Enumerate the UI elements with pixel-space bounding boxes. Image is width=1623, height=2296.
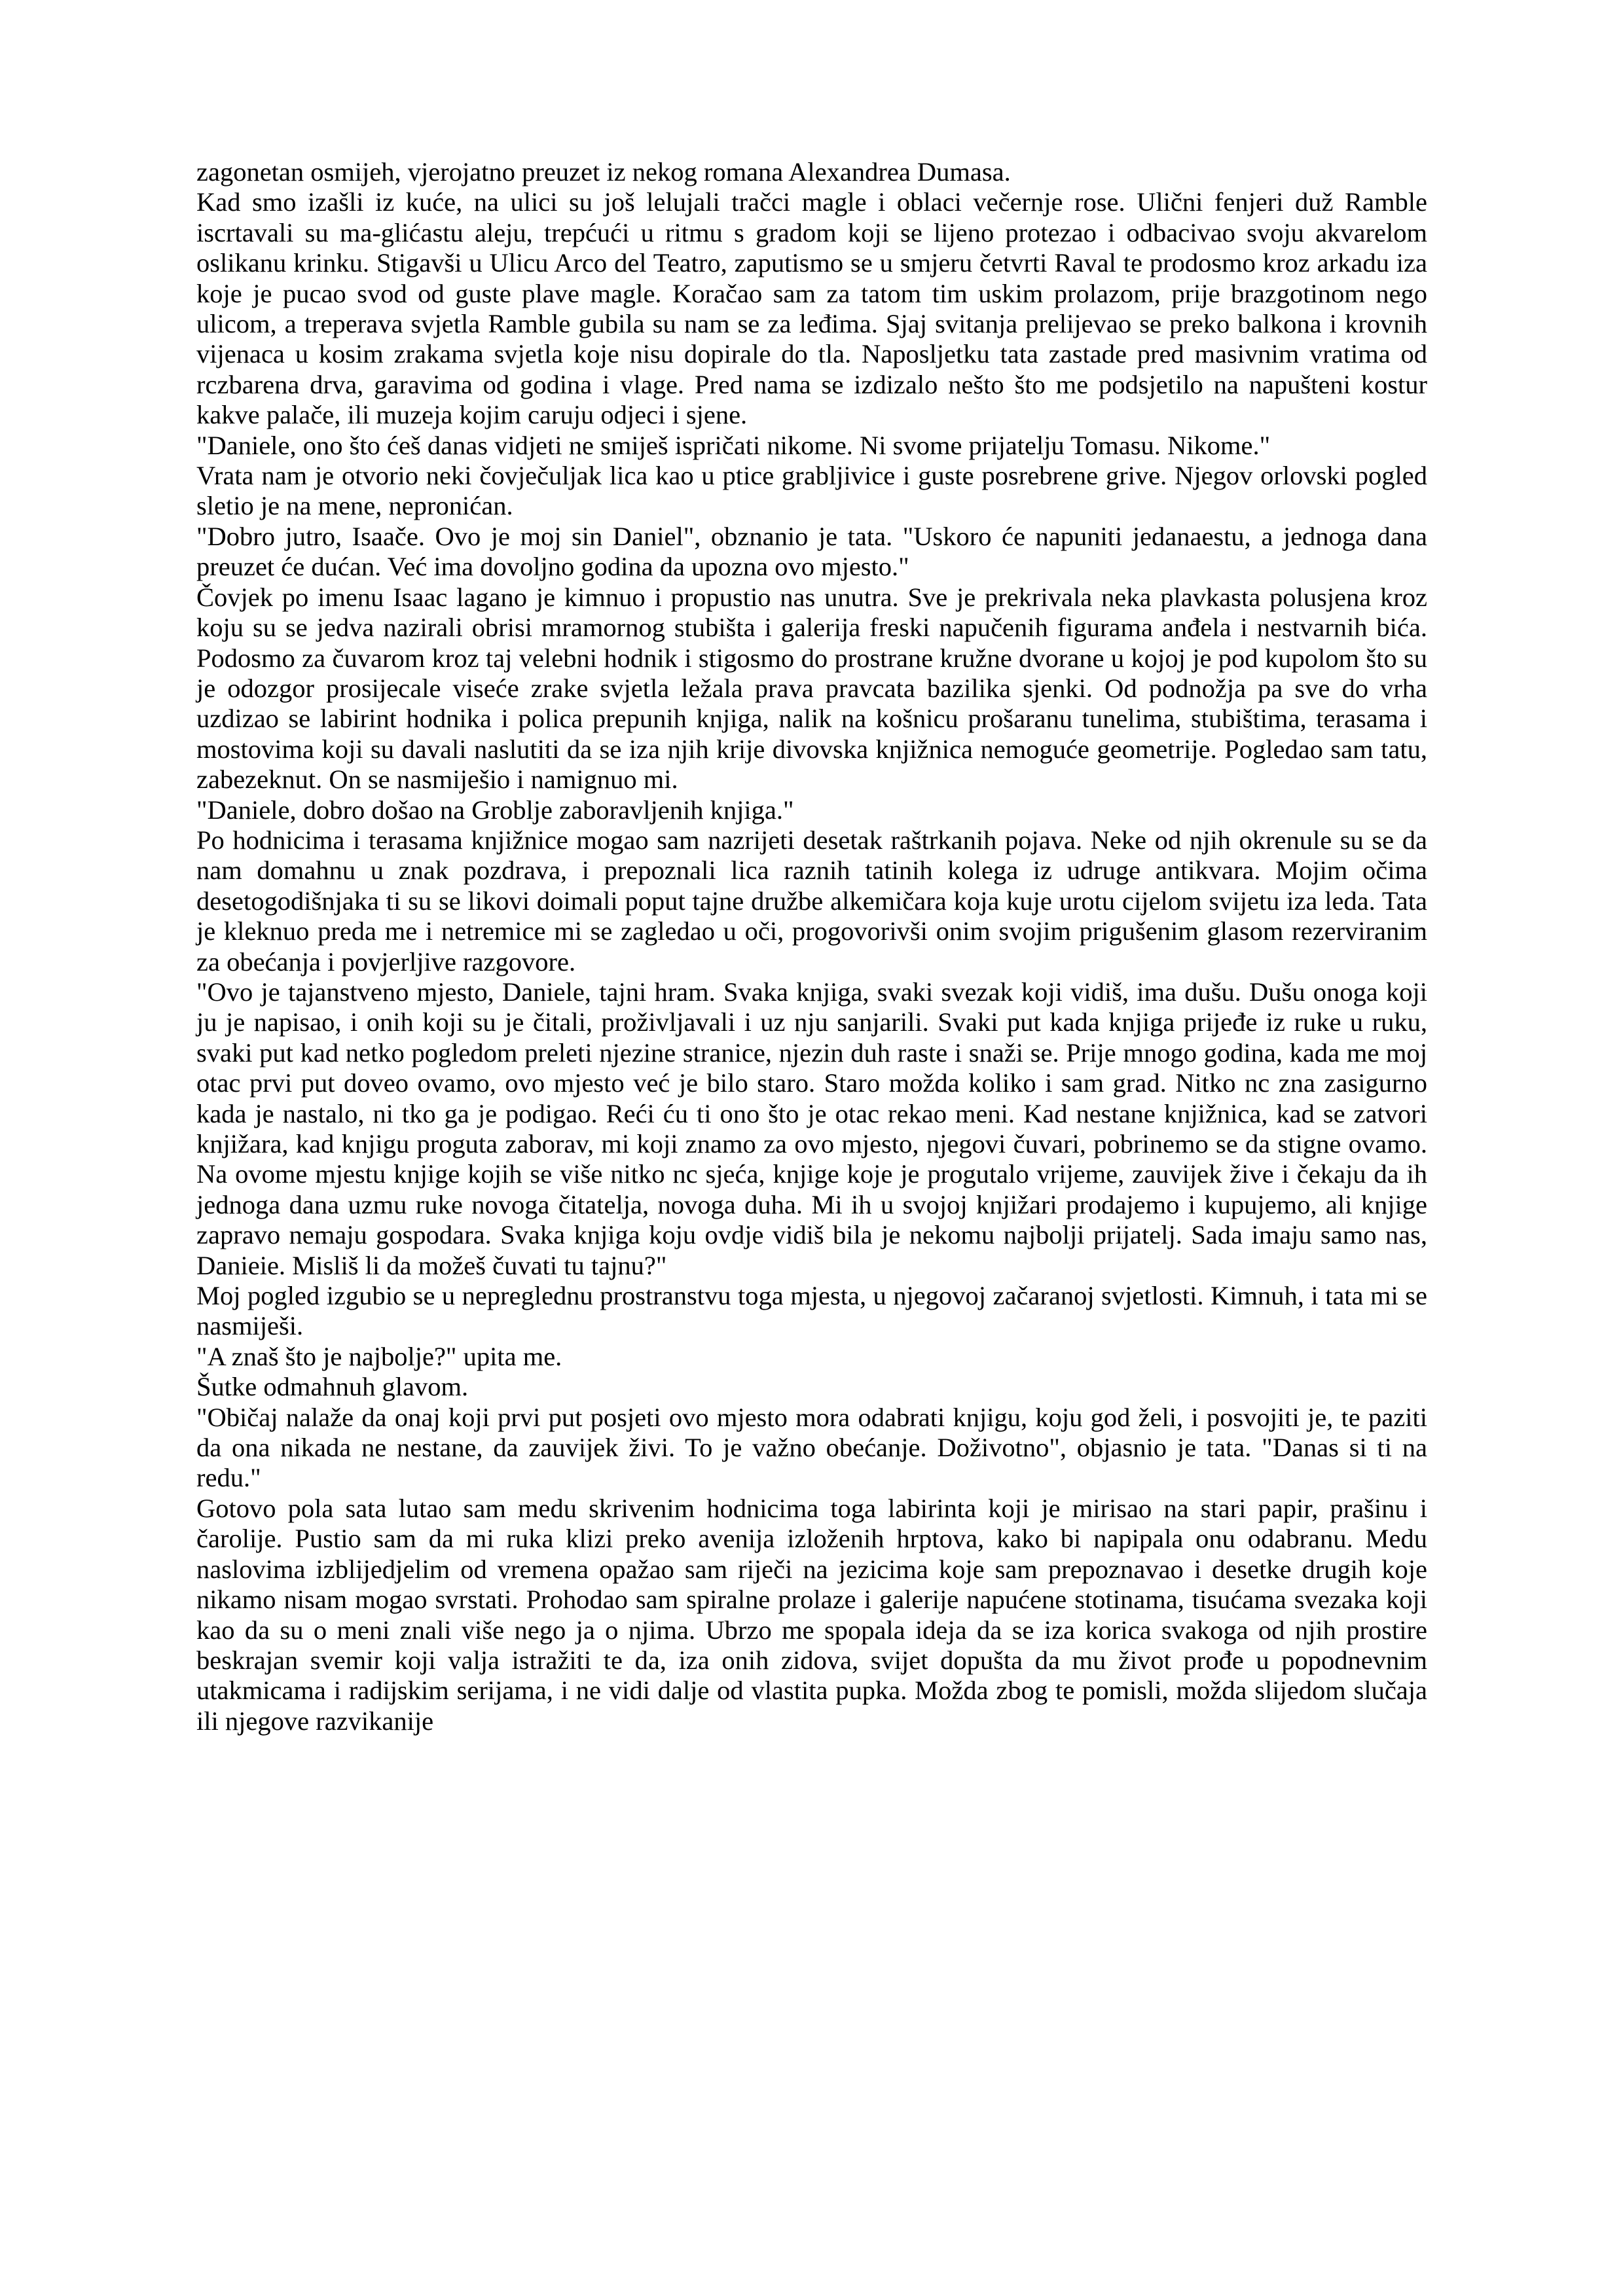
- paragraph: "Dobro jutro, Isaače. Ovo je moj sin Daniel", obznanio je tata. "Uskoro će napuniti jedanaestu, a jednoga dana preuzet će dućan. Već ima dovoljno godina da upozna ovo mjesto.": [196, 521, 1427, 582]
- paragraph: Vrata nam je otvorio neki čovječuljak lica kao u ptice grabljivice i guste posrebrene grive. Njegov orlovski pogled sletio je na mene, nepronićan.: [196, 461, 1427, 521]
- paragraph: "Daniele, dobro došao na Groblje zaboravljenih knjiga.": [196, 795, 794, 825]
- paragraph: Po hodnicima i terasama knjižnice mogao sam nazrijeti desetak raštrkanih pojava. Neke od njih okrenule su se da nam domahnu u znak pozdrava, i prepoznali lica raznih tatinih kolega iz udruge antikvara. Mojim očima desetogodišnjaka ti su se likovi doimali poput tajne družbe alkemičara koja kuje urotu cijelom svijetu iza leda. Tata je kleknuo preda me i netremice mi se zagledao u oči, progovorivši onim svojim prigušenim glasom rezerviranim za obećanja i povjerljive razgovore.: [196, 825, 1427, 977]
- paragraph: Kad smo izašli iz kuće, na ulici su još lelujali tračci magle i oblaci večernje rose. Ulični fenjeri duž Ramble iscrtavali su ma-glićastu aleju, trepćući u ritmu s gradom koji se lijeno protezao i odbacivao svoju akvarelom oslikanu krinku. Stigavši u Ulicu Arco del Teatro, zaputismo se u smjeru četvrti Raval te prodosmo kroz arkadu iza koje je pucao svod od guste plave magle. Koračao sam za tatom tim uskim prolazom, prije brazgotinom nego ulicom, a treperava svjetla Ramble gubila su nam se za leđima. Sjaj svitanja prelijevao se preko balkona i krovnih vijenaca u kosim zrakama svjetla koje nisu dopirale do tla. Naposljetku tata zastade pred masivnim vratima od rczbarena drva, garavima od godina i vlage. Pred nama se izdizalo nešto što me podsjetilo na napušteni kostur kakve palače, ili muzeja kojim caruju odjeci i sjene.: [196, 187, 1427, 430]
- paragraph: zagonetan osmijeh, vjerojatno preuzet iz nekog romana Alexandrea Dumasa.: [196, 157, 1011, 187]
- paragraph: Gotovo pola sata lutao sam medu skrivenim hodnicima toga labirinta koji je mirisao na stari papir, prašinu i čarolije. Pustio sam da mi ruka klizi preko avenija izloženih hrptova, kako bi napipala onu odabranu. Medu naslovima izblijedjelim od vremena opažao sam riječi na jezicima koje sam prepoznavao i desetke drugih koje nikamo nisam mogao svrstati. Prohodao sam spiralne prolaze i galerije napućene stotinama, tisućama svezaka koji kao da su o meni znali više nego ja o njima. Ubrzo me spopala ideja da se iza korica svakoga od njih prostire beskrajan svemir koji valja istražiti te da, iza onih zidova, svijet dopušta da mu život prođe u popodnevnim utakmicama i radijskim serijama, i ne vidi dalje od vlastita pupka. Možda zbog te pomisli, možda slijedom slučaja ili njegove razvikanije: [196, 1493, 1427, 1736]
- paragraph: "Ovo je tajanstveno mjesto, Daniele, tajni hram. Svaka knjiga, svaki svezak koji vidiš, ima dušu. Dušu onoga koji ju je napisao, i onih koji su je čitali, proživljavali i uz nju sanjarili. Svaki put kada knjiga prijeđe iz ruke u ruku, svaki put kad netko pogledom preleti njezine stranice, njezin duh raste i snaži se. Prije mnogo godina, kada me moj otac prvi put doveo ovamo, ovo mjesto već je bilo staro. Staro možda koliko i sam grad. Nitko nc zna zasigurno kada je nastalo, ni tko ga je podigao. Reći ću ti ono što je otac rekao meni. Kad nestane knjižnica, kad se zatvori knjižara, kad knjigu proguta zaborav, mi koji znamo za ovo mjesto, njegovi čuvari, pobrinemo se da stigne ovamo. Na ovome mjestu knjige kojih se više nitko nc sjeća, knjige koje je progutalo vrijeme, zauvijek žive i čekaju da ih jednoga dana uzmu ruke novoga čitatelja, novoga duha. Mi ih u svojoj knjižari prodajemo i kupujemo, ali knjige zapravo nemaju gospodara. Svaka knjiga koju ovdje vidiš bila je nekomu najbolji prijatelj. Sada imaju samo nas, Danieie. Misliš li da možeš čuvati tu tajnu?": [196, 977, 1427, 1280]
- paragraph: "Običaj nalaže da onaj koji prvi put posjeti ovo mjesto mora odabrati knjigu, koju god želi, i posvojiti je, te paziti da ona nikada ne nestane, da zauvijek živi. To je važno obećanje. Doživotno", objasnio je tata. "Danas si ti na redu.": [196, 1402, 1427, 1493]
- paragraph: Moj pogled izgubio se u nepreglednu prostranstvu toga mjesta, u njegovoj začaranoj svjetlosti. Kimnuh, i tata mi se nasmiješi.: [196, 1281, 1427, 1341]
- document-page: [196, 157, 1427, 1736]
- paragraph: "A znaš što je najbolje?" upita me.: [196, 1341, 562, 1371]
- paragraph: Šutke odmahnuh glavom.: [196, 1372, 469, 1402]
- paragraph: Čovjek po imenu Isaac lagano je kimnuo i propustio nas unutra. Sve je prekrivala neka plavkasta polusjena kroz koju su se jedva nazirali obrisi mramornog stubišta i galerija freski napučenih figurama anđela i nestvarnih bića. Podosmo za čuvarom kroz taj velebni hodnik i stigosmo do prostrane kružne dvorane u kojoj je pod kupolom što su je odozgor prosijecale viseće zrake svjetla ležala prava pravcata bazilika sjenki. Od podnožja pa sve do vrha uzdizao se labirint hodnika i polica prepunih knjiga, nalik na košnicu prošaranu tunelima, stubištima, terasama i mostovima koji su davali naslutiti da se iza njih krije divovska knjižnica nemoguće geometrije. Pogledao sam tatu, zabezeknut. On se nasmiješio i namignuo mi.: [196, 582, 1427, 795]
- paragraph: "Daniele, ono što ćeš danas vidjeti ne smiješ ispričati nikome. Ni svome prijatelju Tomasu. Nikome.": [196, 430, 1271, 460]
